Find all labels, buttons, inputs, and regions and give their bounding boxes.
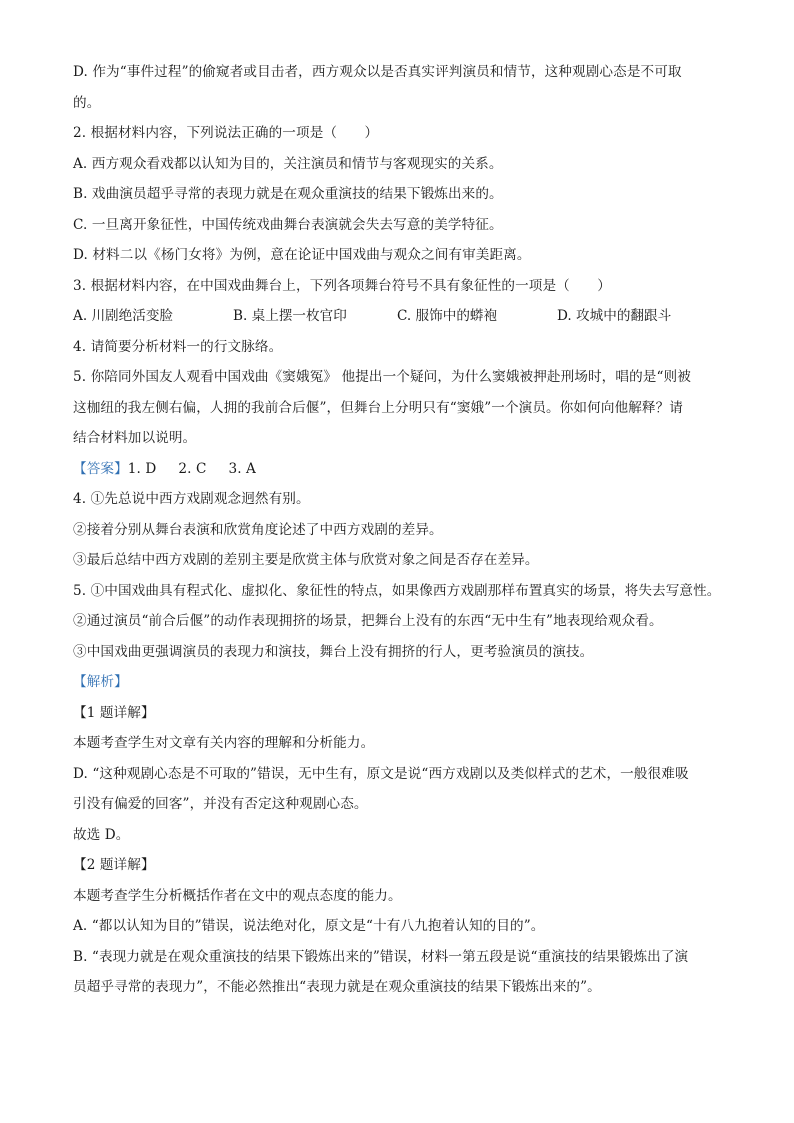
question-5: 5. 你陪同外国友人观看中国戏曲《窦娥冤》 他提出一个疑问，为什么窦娥被押赴刑场时，唱的是“则被 — [73, 369, 691, 385]
q2-heading: 【2 题详解】 — [73, 857, 155, 873]
text-line: D. 作为“事件过程”的偷窥者或目击者，西方观众以是否真实评判演员和情节，这种观剧心态是不可取 — [73, 64, 682, 80]
question-4: 4. 请简要分析材料一的行文脉络。 — [73, 338, 283, 355]
q1-heading: 【1 题详解】 — [73, 704, 155, 721]
option-d: D. 材料二以《杨门女将》为例，意在论证中国戏曲与观众之间有审美距离。 — [73, 247, 531, 263]
answer-tag: 【答案】 — [73, 460, 128, 477]
text-line: B. “表现力就是在观众重演技的结果下锻炼出来的”错误，材料一第五段是说“重演技的结果锻炼出了演 — [73, 948, 689, 965]
text-line: 这枷纽的我左侧右偏，人拥的我前合后偃”，但舞台上分明只有“窦娥”一个演员。你如何向他解释？请 — [73, 399, 683, 416]
document-page — [73, 62, 733, 1008]
answer-1: 1. D — [127, 460, 157, 477]
text-line: ②接着分别从舞台表演和欣赏角度论述了中西方戏剧的差异。 — [73, 521, 443, 538]
text-line: ③中国戏曲更强调演员的表现力和演技，舞台上没有拥挤的行人，更考验演员的演技。 — [73, 643, 594, 660]
q3-option-a: A. 川剧绝活变脸 — [73, 308, 174, 324]
analysis-heading: 【解析】 — [73, 674, 128, 690]
text-line: D. “这种观剧心态是不可取的”错误，无中生有，原文是说“西方戏剧以及类似样式的艺术，一般很难吸 — [73, 765, 689, 782]
text-line: 引没有偏爱的回客”，并没有否定这种观剧心态。 — [73, 796, 368, 812]
q3-option-b: B. 桌上摆一枚官印 — [233, 308, 347, 324]
question-3: 3. 根据材料内容，在中国戏曲舞台上，下列各项舞台符号不具有象征性的一项是（ ） — [73, 277, 611, 294]
text-line: 故选 D。 — [73, 826, 130, 843]
option-c: C. 一旦离开象征性，中国传统戏曲舞台表演就会失去写意的美学特征。 — [73, 216, 503, 233]
option-a: A. 西方观众看戏都以认知为目的，关注演员和情节与客观现实的关系。 — [73, 155, 503, 172]
q3-option-c: C. 服饰中的蟒袍 — [397, 308, 498, 324]
question-2: 2. 根据材料内容，下列说法正确的一项是（ ） — [73, 125, 379, 141]
text-line: 本题考查学生分析概括作者在文中的观点态度的能力。 — [73, 887, 402, 904]
text-line: 结合材料加以说明。 — [73, 430, 197, 446]
option-b: B. 戏曲演员超乎寻常的表现力就是在观众重演技的结果下锻炼出来的。 — [73, 186, 503, 202]
text-line: 员超乎寻常的表现力”，不能必然推出“表现力就是在观众重演技的结果下锻炼出来的”。 — [73, 979, 601, 995]
text-line: 的。 — [73, 94, 101, 111]
answer-5: 5. ①中国戏曲具有程式化、虚拟化、象征性的特点，如果像西方戏剧那样布置真实的场景，将失去写意性。 — [73, 582, 721, 599]
answer-line — [73, 459, 733, 479]
answer-2: 2. C — [178, 460, 207, 477]
question-3-options — [73, 306, 733, 326]
answer-3: 3. A — [228, 460, 256, 477]
q3-option-d: D. 攻城中的翻跟斗 — [557, 308, 672, 324]
text-line: A. “都以认知为目的”错误，说法绝对化，原文是“十有八九抱着认知的目的”。 — [73, 918, 545, 934]
text-line: ③最后总结中西方戏剧的差别主要是欣赏主体与欣赏对象之间是否存在差异。 — [73, 552, 539, 568]
answer-4: 4. ①先总说中西方戏剧观念迥然有别。 — [73, 491, 310, 507]
text-line: ②通过演员“前合后偃”的动作表现拥挤的场景，把舞台上没有的东西“无中生有”地表现给观众看。 — [73, 613, 663, 629]
text-line: 本题考查学生对文章有关内容的理解和分析能力。 — [73, 735, 375, 751]
